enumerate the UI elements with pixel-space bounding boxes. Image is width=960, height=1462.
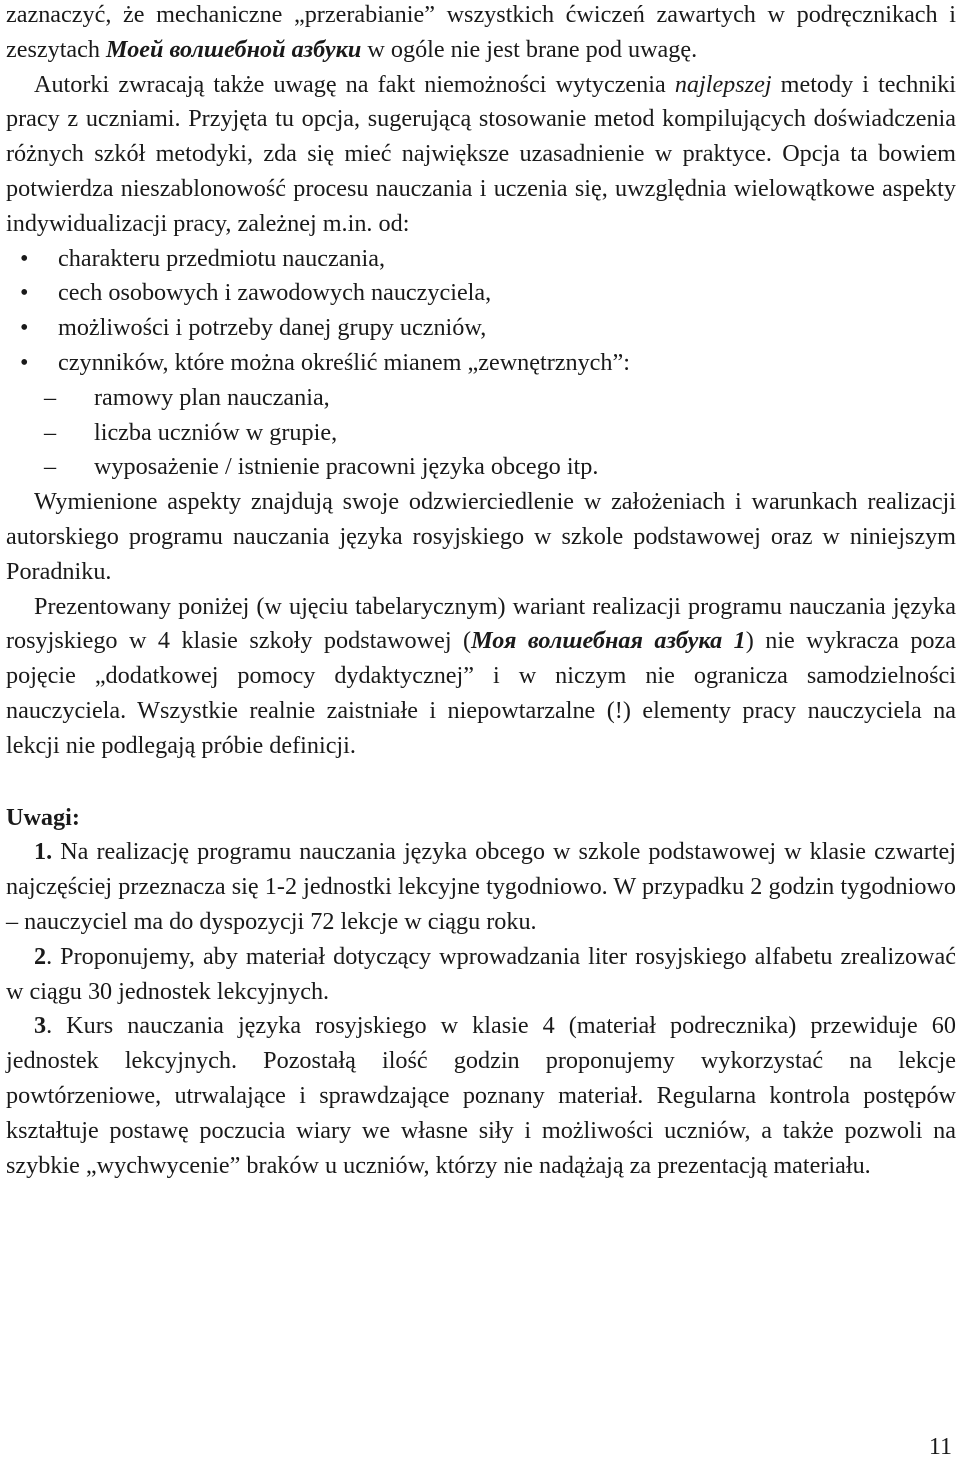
body-text <box>6 0 956 1183</box>
list-item: • charakteru przedmiotu nauczania, <box>6 242 956 277</box>
list-item: • czynników, które można określić mianem „zewnętrznych”: <box>6 346 956 381</box>
note-item-3: 3. Kurs nauczania języka rosyjskiego w klasie 4 (materiał podrecznika) przewiduje 60 jednostek lekcyjnych. Pozostałą ilość godzin proponujemy wykorzystać na lekcje powtórzeniowe, utrwalające i sprawdzające poznany materiał. Regularna kontrola postępów kształtuje postawę poczucia wiary we własne siły i możliwości uczniów, a także pozwoli na szybkie „wychwycenie” braków u uczniów, którzy nie nadążają za prezentacją materiału. <box>6 1012 956 1179</box>
paragraph-intro: zaznaczyć, że mechaniczne „przerabianie” wszystkich ćwiczeń zawartych w podręcznikach i zeszytach Моей волшебной азбуки w ogóle nie jest brane pod uwagę. <box>6 1 956 63</box>
book-title: Моя волшебная азбука 1 <box>471 627 746 655</box>
paragraph-aspects: Wymienione aspekty znajdują swoje odzwierciedlenie w założeniach i warunkach realizacji autorskiego programu nauczania języka rosyjskiego w szkole podstawowej oraz w niniejszym Poradniku. <box>6 488 956 585</box>
list-item: • cech osobowych i zawodowych nauczyciela, <box>6 276 956 311</box>
book-title: Моей волшебной азбуки <box>106 35 362 63</box>
list-item: • możliwości i potrzeby danej grupy uczniów, <box>6 311 956 346</box>
page-number: 11 <box>928 1434 952 1460</box>
list-item: – ramowy plan nauczania, <box>6 381 956 416</box>
paragraph-variant: Prezentowany poniżej (w ujęciu tabelarycznym) wariant realizacji programu nauczania języka rosyjskiego w 4 klasie szkoły podstawowej (Моя волшебная азбука 1) nie wykracza poza pojęcie „dodatkowej pomocy dydaktycznej” i w niczym nie ogranicza samodzielności nauczyciela. Wszystkie realnie zaistniałe i niepowtarzalne (!) elementy pracy nauczyciela na lekcji nie podlegają próbie definicji. <box>6 592 956 759</box>
emphasis-word: najlepszej <box>674 70 772 98</box>
paragraph-methods: Autorki zwracają także uwagę na fakt niemożności wytyczenia najlepszej metody i techniki pracy z uczniami. Przyjęta tu opcja, sugerującą stosowanie metod kompilujących doświadczenia różnych szkół metodyki, zda się mieć największe uzasadnienie w praktyce. Opcja ta bowiem potwierdza nieszablonowość procesu nauczania i uczenia się, uwzględnia wielowątkowe aspekty indywidualizacji pracy, zależnej m.in. od: <box>6 70 957 237</box>
dash-sublist <box>6 381 956 485</box>
list-item: – liczba uczniów w grupie, <box>6 416 956 451</box>
notes-heading: Uwagi: <box>6 803 80 831</box>
note-item-1: 1. Na realizację programu nauczania języka obcego w szkole podstawowej w klasie czwartej najczęściej przeznacza się 1-2 jednostki lekcyjne tygodniowo. W przypadku 2 godzin tygodniowo – nauczyciel ma do dyspozycji 72 lekcje w ciągu roku. <box>6 838 956 935</box>
note-number: 3 <box>34 1012 47 1040</box>
note-number: 2 <box>34 942 47 970</box>
bullet-list <box>6 242 956 381</box>
note-number: 1. <box>34 838 53 866</box>
note-item-2: 2. Proponujemy, aby materiał dotyczący wprowadzania liter rosyjskiego alfabetu zrealizować w ciągu 30 jednostek lekcyjnych. <box>6 942 956 1005</box>
list-item: – wyposażenie / istnienie pracowni języka obcego itp. <box>6 450 956 485</box>
